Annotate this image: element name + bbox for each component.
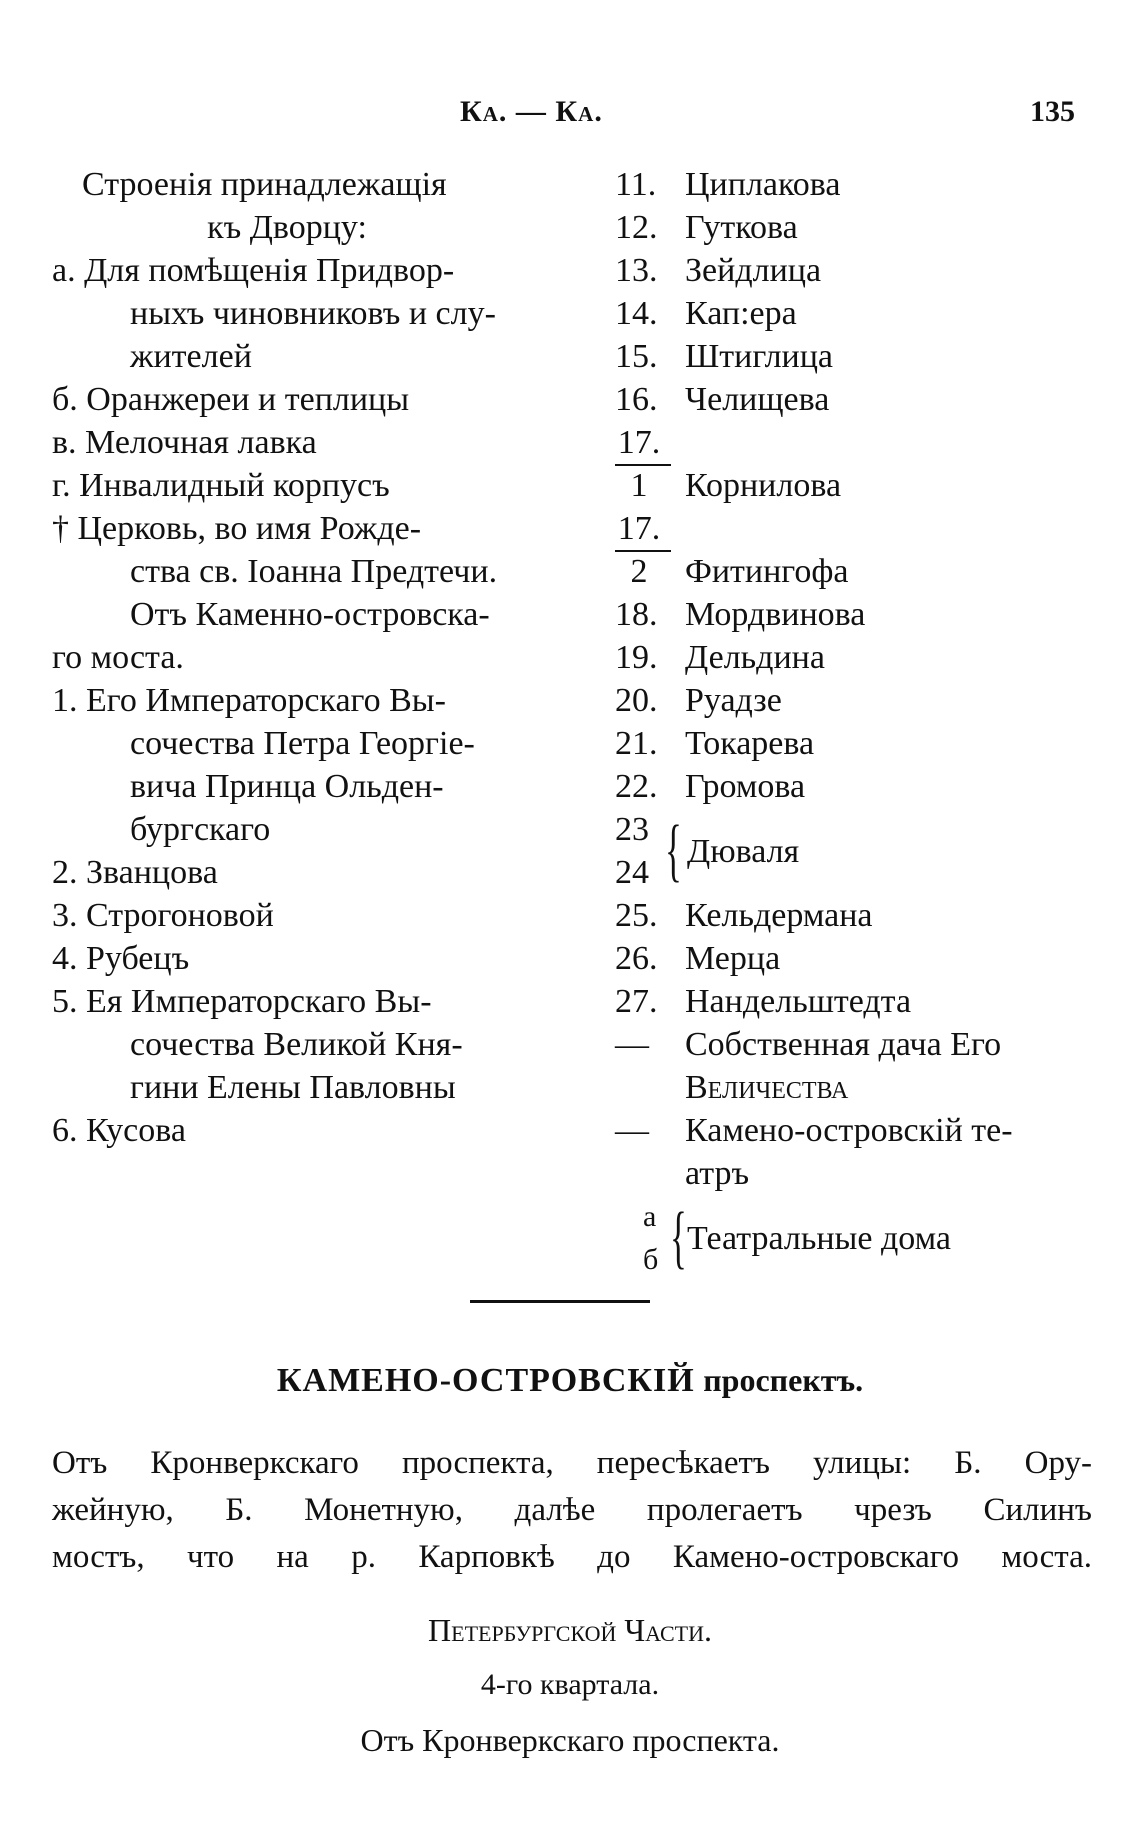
right-column bbox=[615, 163, 1095, 1281]
list-item bbox=[615, 292, 1095, 335]
left-column bbox=[52, 163, 522, 1152]
item-name: Дюваля bbox=[687, 833, 800, 870]
braced-item bbox=[615, 1195, 1095, 1281]
list-item bbox=[615, 593, 1095, 636]
item-name: Руадзе bbox=[685, 682, 782, 719]
item-letter: б bbox=[643, 1243, 659, 1276]
item-name: Собственная дача Его bbox=[685, 1026, 1002, 1063]
item-number: 15. bbox=[615, 338, 658, 375]
list-item bbox=[615, 894, 1095, 937]
item-letter: а bbox=[643, 1200, 657, 1233]
section-title-main: КАМЕНО-ОСТРОВСКІЙ bbox=[276, 1362, 695, 1399]
section-divider bbox=[470, 1300, 650, 1303]
left-line: сочества Петра Георгіе- bbox=[130, 725, 475, 762]
list-item bbox=[615, 378, 1095, 421]
item-name: Циплакова bbox=[685, 166, 841, 203]
page-header bbox=[0, 95, 1140, 135]
dash-item-cont bbox=[615, 1066, 1095, 1109]
item-name: Кап:ера bbox=[685, 295, 797, 332]
list-item bbox=[615, 722, 1095, 765]
left-line: а. Для помѣщенія Придвор- bbox=[52, 252, 455, 289]
fraction-bottom: 2 bbox=[630, 553, 648, 590]
list-item bbox=[615, 937, 1095, 980]
item-name: Нандельштедта bbox=[685, 983, 912, 1020]
left-line: ства св. Іоанна Предтечи. bbox=[130, 553, 498, 590]
list-item bbox=[615, 980, 1095, 1023]
left-line: сочества Великой Кня- bbox=[130, 1026, 463, 1063]
left-line: в. Мелочная лавка bbox=[52, 424, 317, 461]
item-number: 21. bbox=[615, 725, 658, 762]
list-item bbox=[615, 335, 1095, 378]
left-line: 2. Званцова bbox=[52, 854, 218, 891]
item-number: 24 bbox=[615, 854, 649, 891]
list-item bbox=[615, 249, 1095, 292]
left-line: 4. Рубецъ bbox=[52, 940, 190, 977]
paragraph-line: Отъ Кронверкскаго проспекта, пересѣкаетъ улицы: Б. Ору- bbox=[52, 1445, 1092, 1481]
fraction-item bbox=[615, 421, 1095, 507]
left-line: 5. Ея Императорскаго Вы- bbox=[52, 983, 432, 1020]
paragraph-line: мостъ, что на р. Карповкѣ до Камено-островскаго моста. bbox=[52, 1539, 1092, 1575]
section-title bbox=[0, 1362, 1140, 1400]
item-number: 13. bbox=[615, 252, 658, 289]
left-line: вича Принца Ольден- bbox=[130, 768, 444, 805]
item-name: Дельдина bbox=[685, 639, 825, 676]
item-name: Зейдлица bbox=[685, 252, 822, 289]
left-line: 6. Кусова bbox=[52, 1112, 186, 1149]
fraction-item bbox=[615, 507, 1095, 593]
item-name: Фитингофа bbox=[685, 553, 849, 590]
left-line: Отъ Каменно-островска- bbox=[130, 596, 490, 633]
quarter-heading: 4-го квартала. bbox=[480, 1668, 660, 1701]
item-name: Мордвинова bbox=[685, 596, 866, 633]
fraction-top: 17. bbox=[617, 510, 661, 547]
left-line: б. Оранжереи и теплицы bbox=[52, 381, 410, 418]
fraction-bottom: 1 bbox=[630, 467, 648, 504]
left-line: гини Елены Павловны bbox=[130, 1069, 456, 1106]
brace-symbol: { bbox=[665, 812, 682, 889]
item-number: 11. bbox=[615, 166, 657, 203]
brace-numbers bbox=[615, 808, 665, 894]
left-line: Строенія принадлежащія bbox=[82, 166, 447, 203]
list-item bbox=[615, 765, 1095, 808]
item-number: 20. bbox=[615, 682, 658, 719]
item-number: 26. bbox=[615, 940, 658, 977]
item-number: 27. bbox=[615, 983, 658, 1020]
fraction-top: 17. bbox=[617, 424, 661, 461]
item-name: Камено-островскій те- bbox=[685, 1112, 1013, 1149]
left-line: го моста. bbox=[52, 639, 184, 676]
left-line: 3. Строгоновой bbox=[52, 897, 274, 934]
left-line: г. Инвалидный корпусъ bbox=[52, 467, 390, 504]
item-number: 12. bbox=[615, 209, 658, 246]
fraction-number bbox=[615, 507, 685, 593]
list-item bbox=[615, 679, 1095, 722]
item-name: Театральные дома bbox=[687, 1220, 951, 1257]
em-dash: — bbox=[615, 1112, 649, 1149]
fraction-number bbox=[615, 421, 685, 507]
dash-item bbox=[615, 1023, 1095, 1066]
left-line: жителей bbox=[130, 338, 252, 375]
part-heading: Петербургской Части. bbox=[428, 1612, 712, 1648]
list-item bbox=[615, 163, 1095, 206]
braced-item bbox=[615, 808, 1095, 894]
section-paragraph bbox=[52, 1440, 1092, 1581]
item-number: 22. bbox=[615, 768, 658, 805]
item-name: Величества bbox=[685, 1069, 849, 1106]
left-line: къ Дворцу: bbox=[207, 209, 367, 246]
item-name: Штиглица bbox=[685, 338, 834, 375]
left-line: ныхъ чиновниковъ и слу- bbox=[130, 295, 496, 332]
item-name: Токарева bbox=[685, 725, 815, 762]
item-name: Кельдермана bbox=[685, 897, 873, 934]
list-item bbox=[615, 206, 1095, 249]
item-number: 19. bbox=[615, 639, 658, 676]
item-number: 23 bbox=[615, 811, 649, 848]
list-item bbox=[615, 636, 1095, 679]
item-name: Гуткова bbox=[685, 209, 798, 246]
brace-letters bbox=[643, 1195, 673, 1281]
item-name: Громова bbox=[685, 768, 806, 805]
item-name: Корнилова bbox=[685, 467, 842, 504]
from-heading: Отъ Кронверкскаго проспекта. bbox=[360, 1722, 780, 1758]
dash-item bbox=[615, 1109, 1095, 1152]
left-line: † Церковь, во имя Рожде- bbox=[52, 510, 422, 547]
left-line: бургскаго bbox=[130, 811, 271, 848]
paragraph-line: жейную, Б. Монетную, далѣе пролегаетъ чрезъ Силинъ bbox=[52, 1492, 1092, 1528]
item-name: атръ bbox=[685, 1155, 750, 1192]
item-number: 16. bbox=[615, 381, 658, 418]
item-name: Мерца bbox=[685, 940, 781, 977]
item-number: 18. bbox=[615, 596, 658, 633]
em-dash: — bbox=[615, 1026, 649, 1063]
item-number: 14. bbox=[615, 295, 658, 332]
brace-symbol: { bbox=[670, 1199, 687, 1276]
running-head: Ка. — Ка. bbox=[460, 95, 603, 128]
section-title-rest: проспектъ. bbox=[703, 1362, 864, 1398]
item-name: Челищева bbox=[685, 381, 830, 418]
dash-item-cont bbox=[615, 1152, 1095, 1195]
page-number: 135 bbox=[1030, 95, 1075, 128]
item-number: 25. bbox=[615, 897, 658, 934]
left-line: 1. Его Императорскаго Вы- bbox=[52, 682, 446, 719]
